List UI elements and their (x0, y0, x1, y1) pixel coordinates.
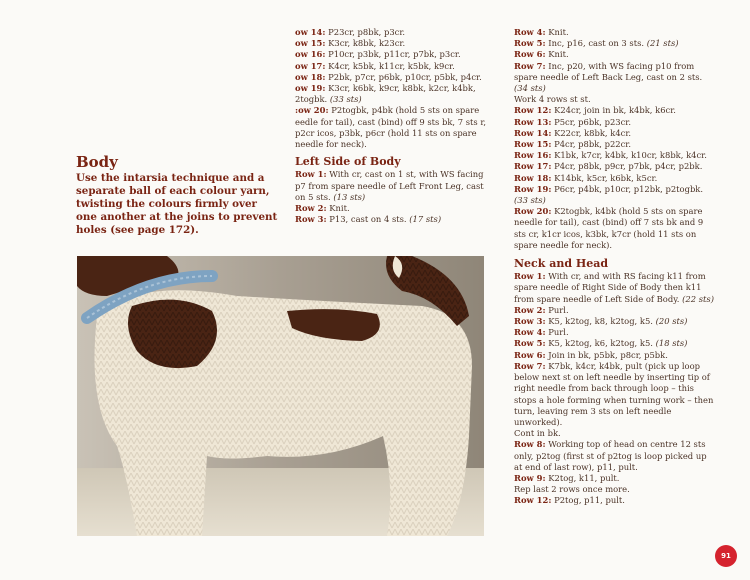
pattern-row (295, 83, 491, 105)
row-label: Row 16: (514, 150, 552, 161)
body-intro-text: Use the intarsia technique and a separate ball of each colour yarn, twisting the colours firmly over one another at the joins to prevent holes (see page 172). (76, 172, 278, 236)
row-label: Row 7: (514, 360, 546, 371)
row-label: ow 14: (295, 27, 326, 37)
pattern-row (514, 361, 714, 428)
row-label: Row 18: (514, 172, 552, 183)
row-instruction: P2bk, p7cr, p6bk, p10cr, p5bk, p4cr. (325, 71, 482, 82)
section-heading-left-side: Left Side of Body (295, 155, 401, 169)
row-instruction: P23cr, p8bk, p3cr. (325, 27, 406, 37)
pattern-row (295, 27, 491, 38)
row-instruction: K4cr, k5bk, k11cr, k5bk, k9cr. (325, 60, 455, 71)
pattern-column-right (514, 27, 714, 507)
pattern-row (295, 61, 491, 72)
stitch-count: (20 sts) (655, 316, 688, 327)
row-label: ow 19: (295, 83, 326, 94)
row-label: Row 8: (514, 439, 546, 450)
row-list-right-side-end (295, 27, 491, 150)
pattern-row (514, 439, 714, 473)
pattern-row (514, 27, 714, 38)
row-label: Row 6: (514, 49, 546, 60)
row-instruction: Inc, p16, cast on 3 sts. (545, 38, 647, 49)
row-instruction: K3cr, k6bk, k9cr, k8bk, k2cr, k4bk, 2togbk. (295, 83, 476, 105)
pattern-row (514, 38, 714, 49)
row-label: Row 14: (514, 127, 552, 138)
pattern-row (295, 169, 491, 203)
row-instruction: P2tog, p11, pult. (551, 495, 625, 506)
row-label: Row 17: (514, 161, 552, 172)
row-label: Row 5: (514, 38, 546, 49)
pattern-row (514, 316, 714, 327)
pattern-row (514, 173, 714, 184)
row-label: :ow 20: (295, 105, 329, 116)
pattern-row (514, 184, 714, 206)
pattern-row (514, 139, 714, 150)
row-label: Row 4: (514, 327, 546, 338)
row-list-neck-head (514, 271, 714, 506)
pattern-row (514, 305, 714, 316)
row-instruction: P10cr, p3bk, p11cr, p7bk, p3cr. (325, 49, 461, 60)
row-instruction: P13, cast on 4 sts. (326, 214, 410, 225)
row-label: Row 1: (514, 271, 546, 282)
pattern-row (514, 327, 714, 338)
row-label: Row 7: (514, 60, 546, 71)
row-label: Row 2: (295, 203, 327, 214)
knitted-dog-photo (77, 256, 484, 536)
row-label: Row 13: (514, 116, 552, 127)
row-instruction: K2togbk, k4bk (hold 5 sts on spare needle for tail), cast (bind) off 7 sts bk and 9 sts cr, k1cr icos, k3bk, k7cr (hold 11 sts on spare needle for neck). (514, 206, 704, 250)
section-heading-body: Body (76, 153, 118, 171)
row-label: ow 16: (295, 49, 326, 60)
row-label: Row 3: (514, 316, 546, 327)
row-instruction: P2togbk, p4bk (hold 5 sts on spare eedle for tail), cast (bind) off 9 sts bk, 7 sts r, p2cr icos, p3bk, p6cr (hold 11 sts on spare needle for neck). (295, 105, 487, 150)
row-label: Row 4: (514, 27, 546, 37)
row-label: Row 2: (514, 304, 546, 315)
pattern-row (295, 38, 491, 49)
row-instruction: Work 4 rows st st. (514, 94, 591, 105)
row-list-left-side (295, 169, 491, 225)
row-label: Row 3: (295, 214, 327, 225)
pattern-row (514, 61, 714, 95)
row-instruction: Knit. (326, 203, 350, 214)
row-instruction: P6cr, p4bk, p10cr, p12bk, p2togbk. (551, 183, 704, 194)
stitch-count: (33 sts) (514, 195, 546, 206)
section-heading-neck-head: Neck and Head (514, 257, 609, 271)
pattern-row (514, 428, 714, 439)
row-label: Row 20: (514, 206, 552, 217)
stitch-count: (13 sts) (333, 191, 366, 202)
pattern-row (295, 72, 491, 83)
row-instruction: Knit. (545, 49, 569, 60)
row-label: Row 12: (514, 495, 552, 506)
row-label: ow 15: (295, 38, 326, 49)
pattern-row (514, 484, 714, 495)
stitch-count: (33 sts) (329, 94, 362, 105)
pattern-row (295, 214, 491, 225)
row-label: Row 5: (514, 338, 546, 349)
row-instruction: Knit. (545, 27, 569, 37)
row-label: Row 9: (514, 472, 546, 483)
row-instruction: P4cr, p8bk, p9cr, p7bk, p4cr, p2bk. (551, 161, 703, 172)
pattern-row (514, 128, 714, 139)
row-instruction: With cr, and with RS facing k11 from spare needle of Right Side of Body then k11 from spare needle of Left Side of Body. (514, 271, 706, 304)
row-instruction: P5cr, p6bk, p23cr. (551, 116, 632, 127)
row-instruction: K24cr, join in bk, k4bk, k6cr. (551, 105, 676, 116)
pattern-row (514, 49, 714, 60)
row-instruction: P4cr, p8bk, p22cr. (551, 139, 632, 150)
pattern-row (514, 94, 714, 105)
row-label: Row 12: (514, 105, 552, 116)
row-instruction: Join in bk, p5bk, p8cr, p5bk. (545, 349, 668, 360)
row-instruction: Purl. (545, 304, 569, 315)
row-instruction: Working top of head on centre 12 sts only, p2tog (first st of p2tog is loop picked up at end of last row), p11, pult. (514, 439, 707, 472)
pattern-row (514, 150, 714, 161)
pattern-row (514, 206, 714, 251)
row-label: Row 19: (514, 183, 552, 194)
row-instruction: K3cr, k8bk, k23cr. (325, 38, 406, 49)
pattern-row (514, 161, 714, 172)
stitch-count: (17 sts) (409, 214, 442, 225)
pattern-row (295, 49, 491, 60)
stitch-count: (34 sts) (514, 83, 546, 94)
row-instruction: K5, k2tog, k6, k2tog, k5. (545, 338, 656, 349)
pattern-row (514, 105, 714, 116)
stitch-count: (18 sts) (655, 338, 688, 349)
row-instruction: K2tog, k11, pult. (545, 472, 620, 483)
row-list-left-side-cont (514, 27, 714, 251)
stitch-count: (22 sts) (682, 293, 714, 304)
row-instruction: Rep last 2 rows once more. (514, 484, 630, 495)
row-instruction: Inc, p20, with WS facing p10 from spare needle of Left Back Leg, cast on 2 sts. (514, 60, 703, 82)
row-instruction: K7bk, k4cr, k4bk, pult (pick up loop below next st on left needle by inserting tip of right needle from back through loop – this stops a hole forming when turning work – then turn, leaving rem 3 sts on left needle unworked). (514, 360, 714, 427)
pattern-row (514, 495, 714, 506)
row-instruction: K14bk, k5cr, k6bk, k5cr. (551, 172, 658, 183)
pattern-row (295, 105, 491, 150)
row-instruction: K5, k2tog, k8, k2tog, k5. (545, 316, 656, 327)
row-label: Row 6: (514, 349, 546, 360)
row-instruction: Cont in bk. (514, 428, 561, 439)
pattern-row (514, 350, 714, 361)
pattern-row (514, 473, 714, 484)
row-label: Row 1: (295, 169, 327, 180)
pattern-column-middle (295, 27, 491, 225)
row-label: Row 15: (514, 139, 552, 150)
row-instruction: Purl. (545, 327, 569, 338)
row-label: ow 18: (295, 71, 326, 82)
pattern-row (514, 271, 714, 305)
page-number-badge: 91 (715, 545, 737, 567)
row-instruction: K22cr, k8bk, k4cr. (551, 127, 632, 138)
pattern-row (295, 203, 491, 214)
pattern-row (514, 338, 714, 349)
row-instruction: With cr, cast on 1 st, with WS facing p7 from spare needle of Left Front Leg, cast on 5 sts. (295, 169, 484, 202)
row-instruction: K1bk, k7cr, k4bk, k10cr, k8bk, k4cr. (551, 150, 707, 161)
pattern-row (514, 117, 714, 128)
stitch-count: (21 sts) (646, 38, 679, 49)
row-label: ow 17: (295, 60, 326, 71)
